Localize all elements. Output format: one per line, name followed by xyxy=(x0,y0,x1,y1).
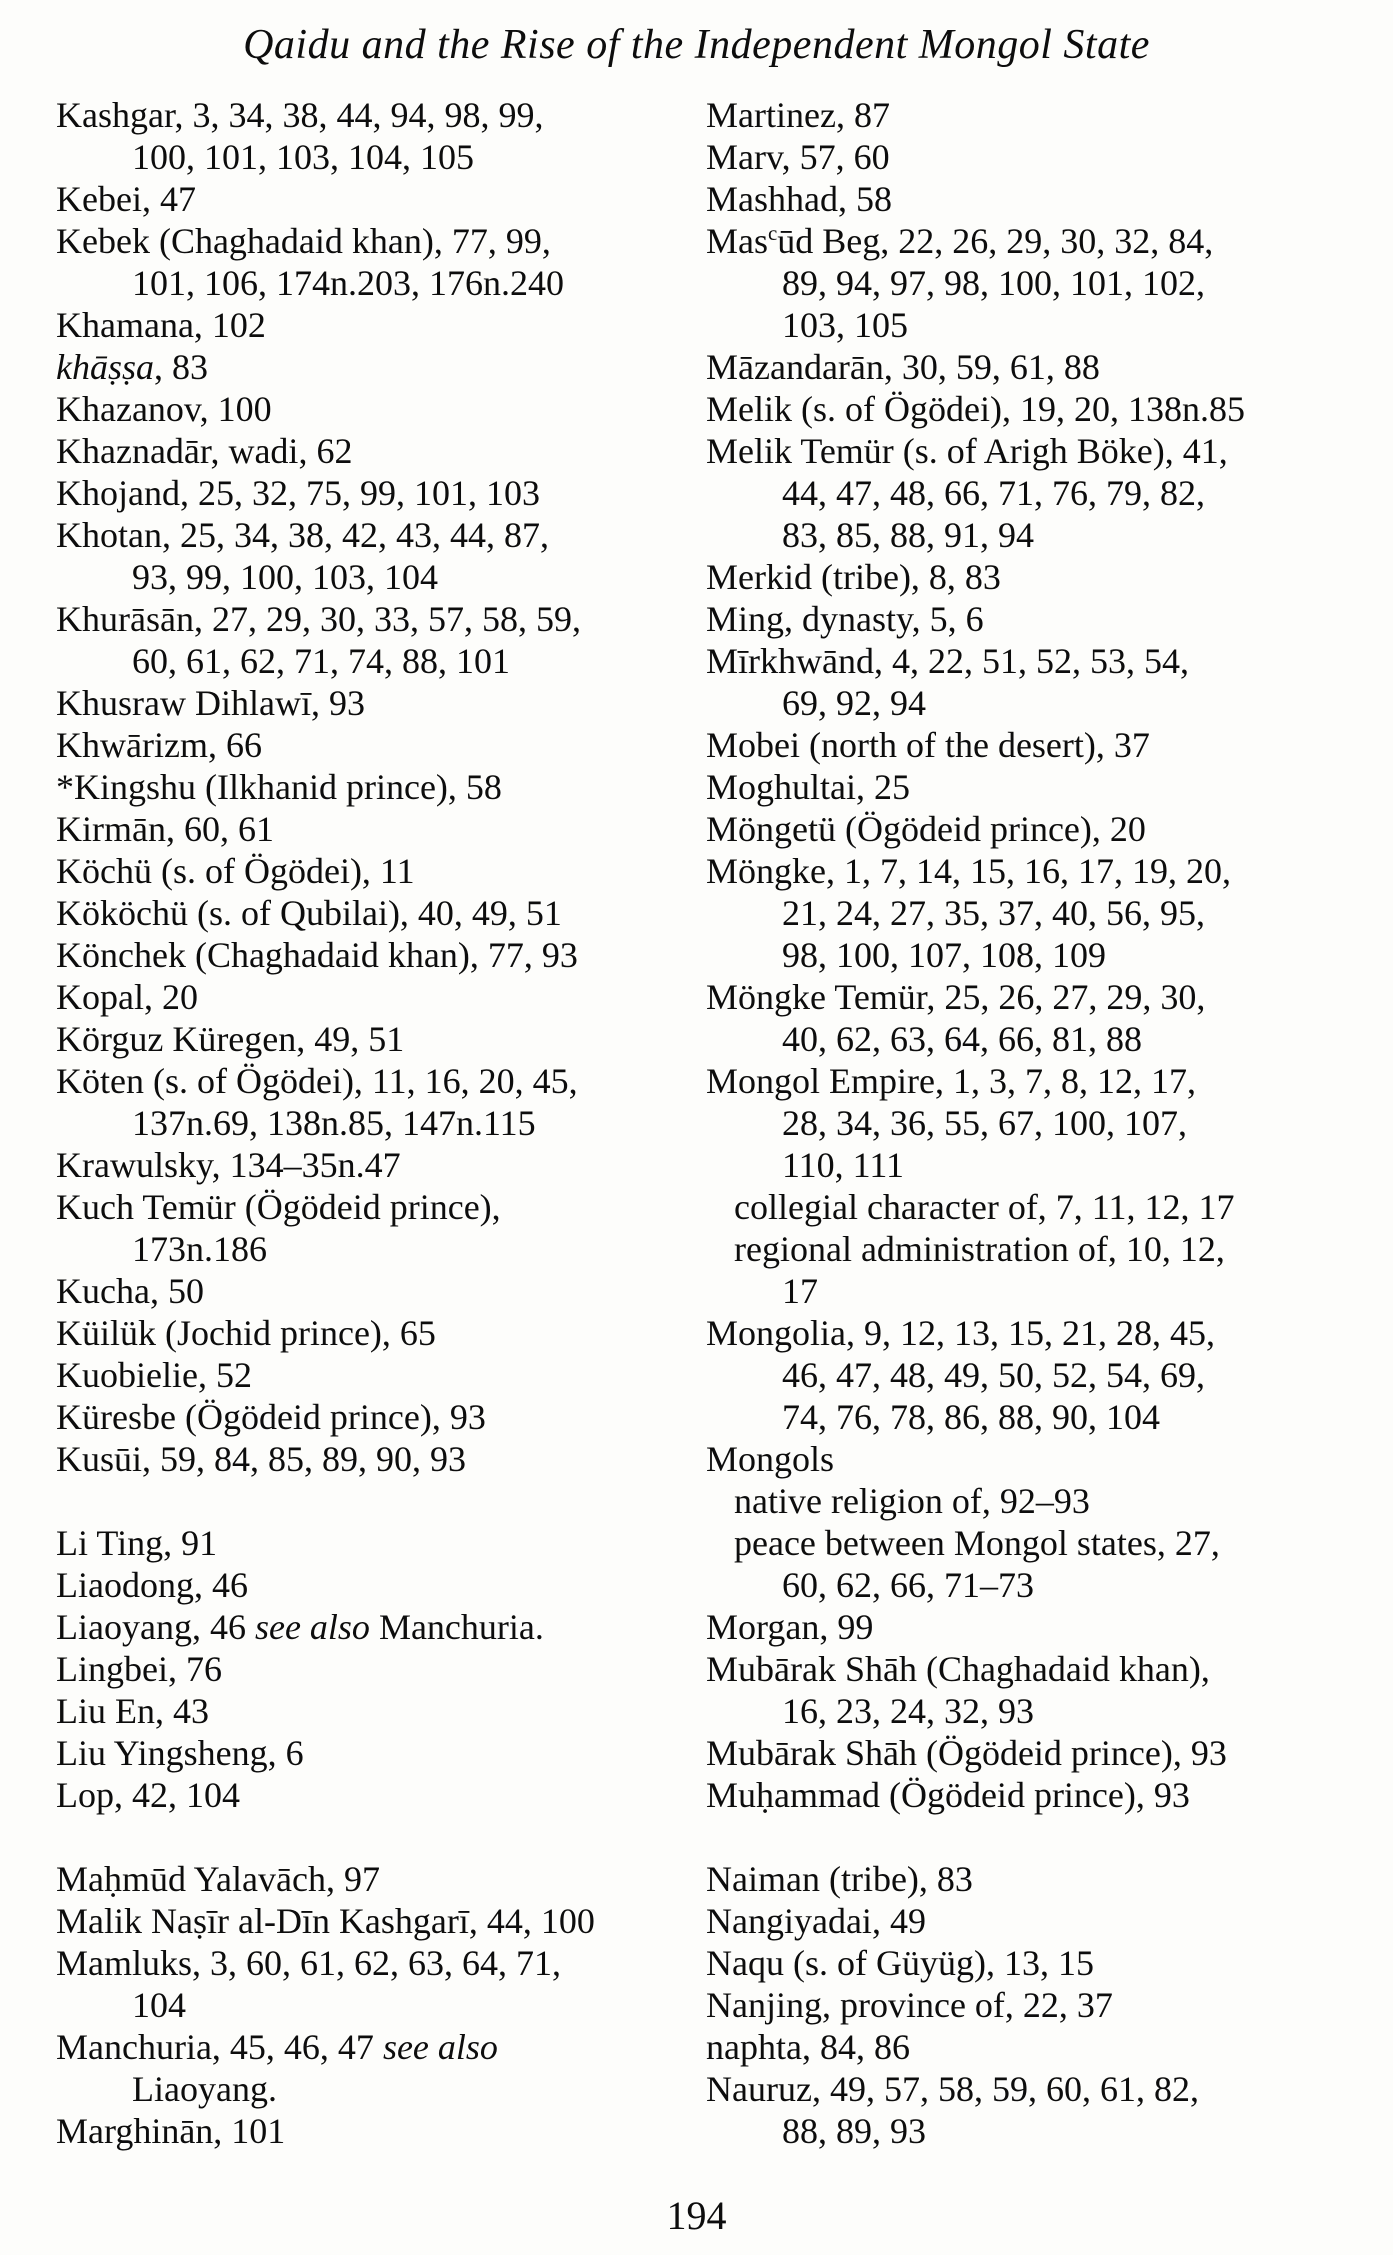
index-entry-text: 60, 62, 66, 71–73 xyxy=(782,1565,1034,1605)
index-entry-text: Nangiyadai, 49 xyxy=(706,1901,926,1941)
index-entry xyxy=(706,2068,1366,2110)
index-entry xyxy=(56,472,704,514)
index-entry xyxy=(706,1942,1366,1984)
index-entry xyxy=(56,1438,704,1480)
index-entry-continuation xyxy=(706,472,1366,514)
index-entry-text: Melik Temür (s. of Arigh Böke), 41, xyxy=(706,431,1228,471)
index-entry xyxy=(706,640,1366,682)
index-entry xyxy=(56,346,704,388)
index-entry-text: Krawulsky, 134–35n.47 xyxy=(56,1145,401,1185)
index-entry-text: Küresbe (Ögödeid prince), 93 xyxy=(56,1397,486,1437)
index-entry xyxy=(706,1900,1366,1942)
index-entry-text: 44, 47, 48, 66, 71, 76, 79, 82, xyxy=(782,473,1205,513)
index-entry-text: Mamluks, 3, 60, 61, 62, 63, 64, 71, xyxy=(56,1943,562,1983)
index-entry-continuation xyxy=(706,2110,1366,2152)
index-entry-text: Mongolia, 9, 12, 13, 15, 21, 28, 45, xyxy=(706,1313,1215,1353)
index-entry-continuation xyxy=(706,1396,1366,1438)
index-entry-text: Malik Naṣīr al-Dīn Kashgarī, 44, 100 xyxy=(56,1901,595,1941)
index-entry xyxy=(56,1186,704,1228)
index-entry-text: Khwārizm, 66 xyxy=(56,725,262,765)
index-entry-text: Mubārak Shāh (Ögödeid prince), 93 xyxy=(706,1733,1227,1773)
index-entry-text: *Kingshu (Ilkhanid prince), 58 xyxy=(56,767,502,807)
index-entry-text: Kuobielie, 52 xyxy=(56,1355,252,1395)
index-entry-text: Liu En, 43 xyxy=(56,1691,209,1731)
index-entry-continuation xyxy=(706,262,1366,304)
index-entry xyxy=(56,94,704,136)
index-entry-continuation xyxy=(56,1102,704,1144)
index-entry-text: c xyxy=(768,221,778,245)
index-entry-text: regional administration of, 10, 12, xyxy=(734,1229,1225,1269)
index-entry-text: Köchü (s. of Ögödei), 11 xyxy=(56,851,415,891)
index-entry xyxy=(56,892,704,934)
index-entry xyxy=(56,1690,704,1732)
index-entry-text: Kopal, 20 xyxy=(56,977,198,1017)
index-entry-text: Khazanov, 100 xyxy=(56,389,272,429)
index-entry-continuation xyxy=(706,1018,1366,1060)
index-entry xyxy=(706,388,1366,430)
index-entry-text: 93, 99, 100, 103, 104 xyxy=(132,557,438,597)
index-column-right xyxy=(706,94,1366,2152)
index-entry-continuation xyxy=(706,1564,1366,1606)
index-entry-text: Naiman (tribe), 83 xyxy=(706,1859,973,1899)
index-entry-text: Lop, 42, 104 xyxy=(56,1775,240,1815)
index-entry xyxy=(706,178,1366,220)
index-entry-text: 40, 62, 63, 64, 66, 81, 88 xyxy=(782,1019,1142,1059)
index-subentry xyxy=(706,1228,1366,1270)
index-entry-continuation xyxy=(706,1102,1366,1144)
index-entry-text: Möngke, 1, 7, 14, 15, 16, 17, 19, 20, xyxy=(706,851,1231,891)
index-entry-text: 28, 34, 36, 55, 67, 100, 107, xyxy=(782,1103,1187,1143)
index-entry xyxy=(56,1060,704,1102)
index-entry-continuation xyxy=(706,934,1366,976)
index-entry-text: Mobei (north of the desert), 37 xyxy=(706,725,1150,765)
index-entry-text: Liaodong, 46 xyxy=(56,1565,248,1605)
index-entry-text: Kusūi, 59, 84, 85, 89, 90, 93 xyxy=(56,1439,467,1479)
index-entry-text: Maḥmūd Yalavāch, 97 xyxy=(56,1859,380,1899)
index-entry xyxy=(56,1312,704,1354)
index-entry-text: 137n.69, 138n.85, 147n.115 xyxy=(132,1103,536,1143)
index-entry xyxy=(56,1648,704,1690)
index-entry-text: 101, 106, 174n.203, 176n.240 xyxy=(132,263,564,303)
index-entry xyxy=(56,220,704,262)
index-entry-continuation xyxy=(56,1984,704,2026)
index-entry-text: Kököchü (s. of Qubilai), 40, 49, 51 xyxy=(56,893,562,933)
index-entry-text: Li Ting, 91 xyxy=(56,1523,218,1563)
index-entry xyxy=(706,808,1366,850)
index-entry xyxy=(56,514,704,556)
index-entry-text: Liaoyang, 46 xyxy=(56,1607,255,1647)
index-entry xyxy=(56,304,704,346)
index-entry xyxy=(706,556,1366,598)
index-entry-text: native religion of, 92–93 xyxy=(734,1481,1090,1521)
index-entry xyxy=(56,724,704,766)
index-entry-continuation xyxy=(706,1690,1366,1732)
index-entry xyxy=(56,1858,704,1900)
index-entry-text: Khusraw Dihlawī, 93 xyxy=(56,683,365,723)
index-entry-text: Merkid (tribe), 8, 83 xyxy=(706,557,1001,597)
index-entry-text: Kebek (Chaghadaid khan), 77, 99, xyxy=(56,221,551,261)
index-entry-text: collegial character of, 7, 11, 12, 17 xyxy=(734,1187,1235,1227)
index-columns xyxy=(56,94,1373,2152)
index-entry xyxy=(706,136,1366,178)
index-entry-text: 46, 47, 48, 49, 50, 52, 54, 69, xyxy=(782,1355,1205,1395)
index-entry-text: Morgan, 99 xyxy=(706,1607,874,1647)
index-entry-text: 69, 92, 94 xyxy=(782,683,926,723)
index-entry-text: Ming, dynasty, 5, 6 xyxy=(706,599,984,639)
section-gap xyxy=(56,1816,704,1858)
index-entry xyxy=(706,1648,1366,1690)
index-entry-text: Māzandarān, 30, 59, 61, 88 xyxy=(706,347,1100,387)
index-entry xyxy=(56,2110,704,2152)
index-entry xyxy=(706,724,1366,766)
index-entry-text: 17 xyxy=(782,1271,818,1311)
index-entry-text: naphta, 84, 86 xyxy=(706,2027,910,2067)
index-entry xyxy=(56,766,704,808)
index-entry xyxy=(706,850,1366,892)
index-entry-text: Liu Yingsheng, 6 xyxy=(56,1733,304,1773)
index-entry xyxy=(706,1606,1366,1648)
index-entry xyxy=(706,1774,1366,1816)
section-gap xyxy=(56,1480,704,1522)
index-entry-text: 16, 23, 24, 32, 93 xyxy=(782,1691,1034,1731)
index-entry-text: Mas xyxy=(706,221,768,261)
index-entry xyxy=(706,1060,1366,1102)
index-entry-continuation xyxy=(56,262,704,304)
index-entry xyxy=(706,1438,1366,1480)
index-entry-text: 21, 24, 27, 35, 37, 40, 56, 95, xyxy=(782,893,1205,933)
index-entry xyxy=(56,808,704,850)
index-entry-text: Muḥammad (Ögödeid prince), 93 xyxy=(706,1775,1190,1815)
index-entry-text: 103, 105 xyxy=(782,305,908,345)
index-entry-text: Martinez, 87 xyxy=(706,95,890,135)
index-entry xyxy=(56,1900,704,1942)
index-entry-text: Möngetü (Ögödeid prince), 20 xyxy=(706,809,1146,849)
index-entry-text: Liaoyang. xyxy=(132,2069,277,2109)
index-entry xyxy=(56,1522,704,1564)
index-entry-text: Manchuria. xyxy=(369,1607,544,1647)
index-entry-text: Mongols xyxy=(706,1439,835,1479)
index-entry-text: Kuch Temür (Ögödeid prince), xyxy=(56,1187,501,1227)
index-entry xyxy=(706,346,1366,388)
index-entry-text: peace between Mongol states, 27, xyxy=(734,1523,1220,1563)
index-entry-continuation xyxy=(56,1228,704,1270)
index-entry xyxy=(56,976,704,1018)
index-entry-continuation xyxy=(706,1144,1366,1186)
index-entry-continuation xyxy=(706,1354,1366,1396)
index-entry-text: 104 xyxy=(132,1985,186,2025)
index-entry-text: see also xyxy=(382,2027,498,2067)
index-entry-continuation xyxy=(706,682,1366,724)
index-entry-text: Nauruz, 49, 57, 58, 59, 60, 61, 82, xyxy=(706,2069,1199,2109)
index-entry-continuation xyxy=(706,514,1366,556)
index-entry-text: Khurāsān, 27, 29, 30, 33, 57, 58, 59, xyxy=(56,599,581,639)
index-entry xyxy=(56,388,704,430)
index-entry-text: khāṣṣa xyxy=(56,347,154,387)
index-entry-text: ūd Beg, 22, 26, 29, 30, 32, 84, xyxy=(777,221,1214,261)
index-entry-continuation xyxy=(56,2068,704,2110)
index-entry xyxy=(56,1606,704,1648)
index-entry xyxy=(56,1270,704,1312)
index-entry xyxy=(56,1564,704,1606)
index-entry xyxy=(56,934,704,976)
index-entry xyxy=(706,1984,1366,2026)
index-column-left xyxy=(56,94,704,2152)
index-entry-text: Kashgar, 3, 34, 38, 44, 94, 98, 99, xyxy=(56,95,544,135)
index-entry-text: Manchuria, 45, 46, 47 xyxy=(56,2027,383,2067)
index-entry-text: Kebei, 47 xyxy=(56,179,196,219)
index-entry xyxy=(706,2026,1366,2068)
index-entry-text: 110, 111 xyxy=(782,1145,904,1185)
index-entry-text: Khotan, 25, 34, 38, 42, 43, 44, 87, xyxy=(56,515,549,555)
index-entry xyxy=(56,1774,704,1816)
index-entry xyxy=(56,682,704,724)
index-entry-text: 74, 76, 78, 86, 88, 90, 104 xyxy=(782,1397,1160,1437)
index-entry-continuation xyxy=(56,640,704,682)
index-entry-text: 173n.186 xyxy=(132,1229,267,1269)
index-entry-text: 89, 94, 97, 98, 100, 101, 102, xyxy=(782,263,1205,303)
index-entry-continuation xyxy=(706,304,1366,346)
index-entry-text: see also xyxy=(254,1607,370,1647)
index-entry xyxy=(706,94,1366,136)
index-entry-continuation xyxy=(56,556,704,598)
index-entry-text: , 83 xyxy=(154,347,208,387)
index-entry-continuation xyxy=(56,136,704,178)
index-entry xyxy=(56,1354,704,1396)
index-entry-text: Mīrkhwānd, 4, 22, 51, 52, 53, 54, xyxy=(706,641,1189,681)
index-entry xyxy=(56,2026,704,2068)
index-entry xyxy=(706,1732,1366,1774)
index-subentry xyxy=(706,1480,1366,1522)
index-entry xyxy=(56,850,704,892)
index-entry-text: 88, 89, 93 xyxy=(782,2111,926,2151)
index-entry-text: Mongol Empire, 1, 3, 7, 8, 12, 17, xyxy=(706,1061,1196,1101)
index-entry-text: Lingbei, 76 xyxy=(56,1649,222,1689)
index-entry-text: Köten (s. of Ögödei), 11, 16, 20, 45, xyxy=(56,1061,578,1101)
index-entry-text: Könchek (Chaghadaid khan), 77, 93 xyxy=(56,935,578,975)
index-entry-text: 100, 101, 103, 104, 105 xyxy=(132,137,474,177)
index-entry-text: Khaznadār, wadi, 62 xyxy=(56,431,353,471)
index-entry-text: 83, 85, 88, 91, 94 xyxy=(782,515,1034,555)
index-entry xyxy=(706,1312,1366,1354)
index-entry xyxy=(706,976,1366,1018)
index-entry xyxy=(56,430,704,472)
index-entry xyxy=(56,1144,704,1186)
index-entry-text: Küilük (Jochid prince), 65 xyxy=(56,1313,436,1353)
index-entry-text: Marv, 57, 60 xyxy=(706,137,890,177)
index-entry xyxy=(56,598,704,640)
index-entry-text: Melik (s. of Ögödei), 19, 20, 138n.85 xyxy=(706,389,1245,429)
page-number: 194 xyxy=(666,2193,727,2238)
index-entry-text: Khojand, 25, 32, 75, 99, 101, 103 xyxy=(56,473,540,513)
index-entry-text: Khamana, 102 xyxy=(56,305,266,345)
index-entry xyxy=(706,430,1366,472)
index-entry xyxy=(56,1396,704,1438)
index-entry-text: Mashhad, 58 xyxy=(706,179,892,219)
index-entry xyxy=(706,1858,1366,1900)
index-entry-text: Mubārak Shāh (Chaghadaid khan), xyxy=(706,1649,1210,1689)
index-entry xyxy=(56,1018,704,1060)
index-entry-text: 98, 100, 107, 108, 109 xyxy=(782,935,1106,975)
index-entry xyxy=(706,220,1366,262)
index-entry-text: Moghultai, 25 xyxy=(706,767,910,807)
index-entry-text: 60, 61, 62, 71, 74, 88, 101 xyxy=(132,641,510,681)
index-entry xyxy=(706,766,1366,808)
index-entry xyxy=(56,178,704,220)
section-gap xyxy=(706,1816,1366,1858)
index-entry xyxy=(56,1942,704,1984)
index-subentry xyxy=(706,1522,1366,1564)
index-entry xyxy=(706,598,1366,640)
index-entry-text: Kucha, 50 xyxy=(56,1271,204,1311)
index-entry-text: Möngke Temür, 25, 26, 27, 29, 30, xyxy=(706,977,1206,1017)
index-entry-text: Kirmān, 60, 61 xyxy=(56,809,274,849)
index-entry-text: Nanjing, province of, 22, 37 xyxy=(706,1985,1113,2025)
index-entry-text: Naqu (s. of Güyüg), 13, 15 xyxy=(706,1943,1094,1983)
index-subentry xyxy=(706,1186,1366,1228)
index-entry-continuation xyxy=(706,892,1366,934)
index-entry-text: Marghinān, 101 xyxy=(56,2111,286,2151)
index-entry xyxy=(56,1732,704,1774)
index-entry-continuation xyxy=(706,1270,1366,1312)
index-entry-text: Körguz Küregen, 49, 51 xyxy=(56,1019,405,1059)
page-header-title: Qaidu and the Rise of the Independent Mongol State xyxy=(243,22,1150,68)
